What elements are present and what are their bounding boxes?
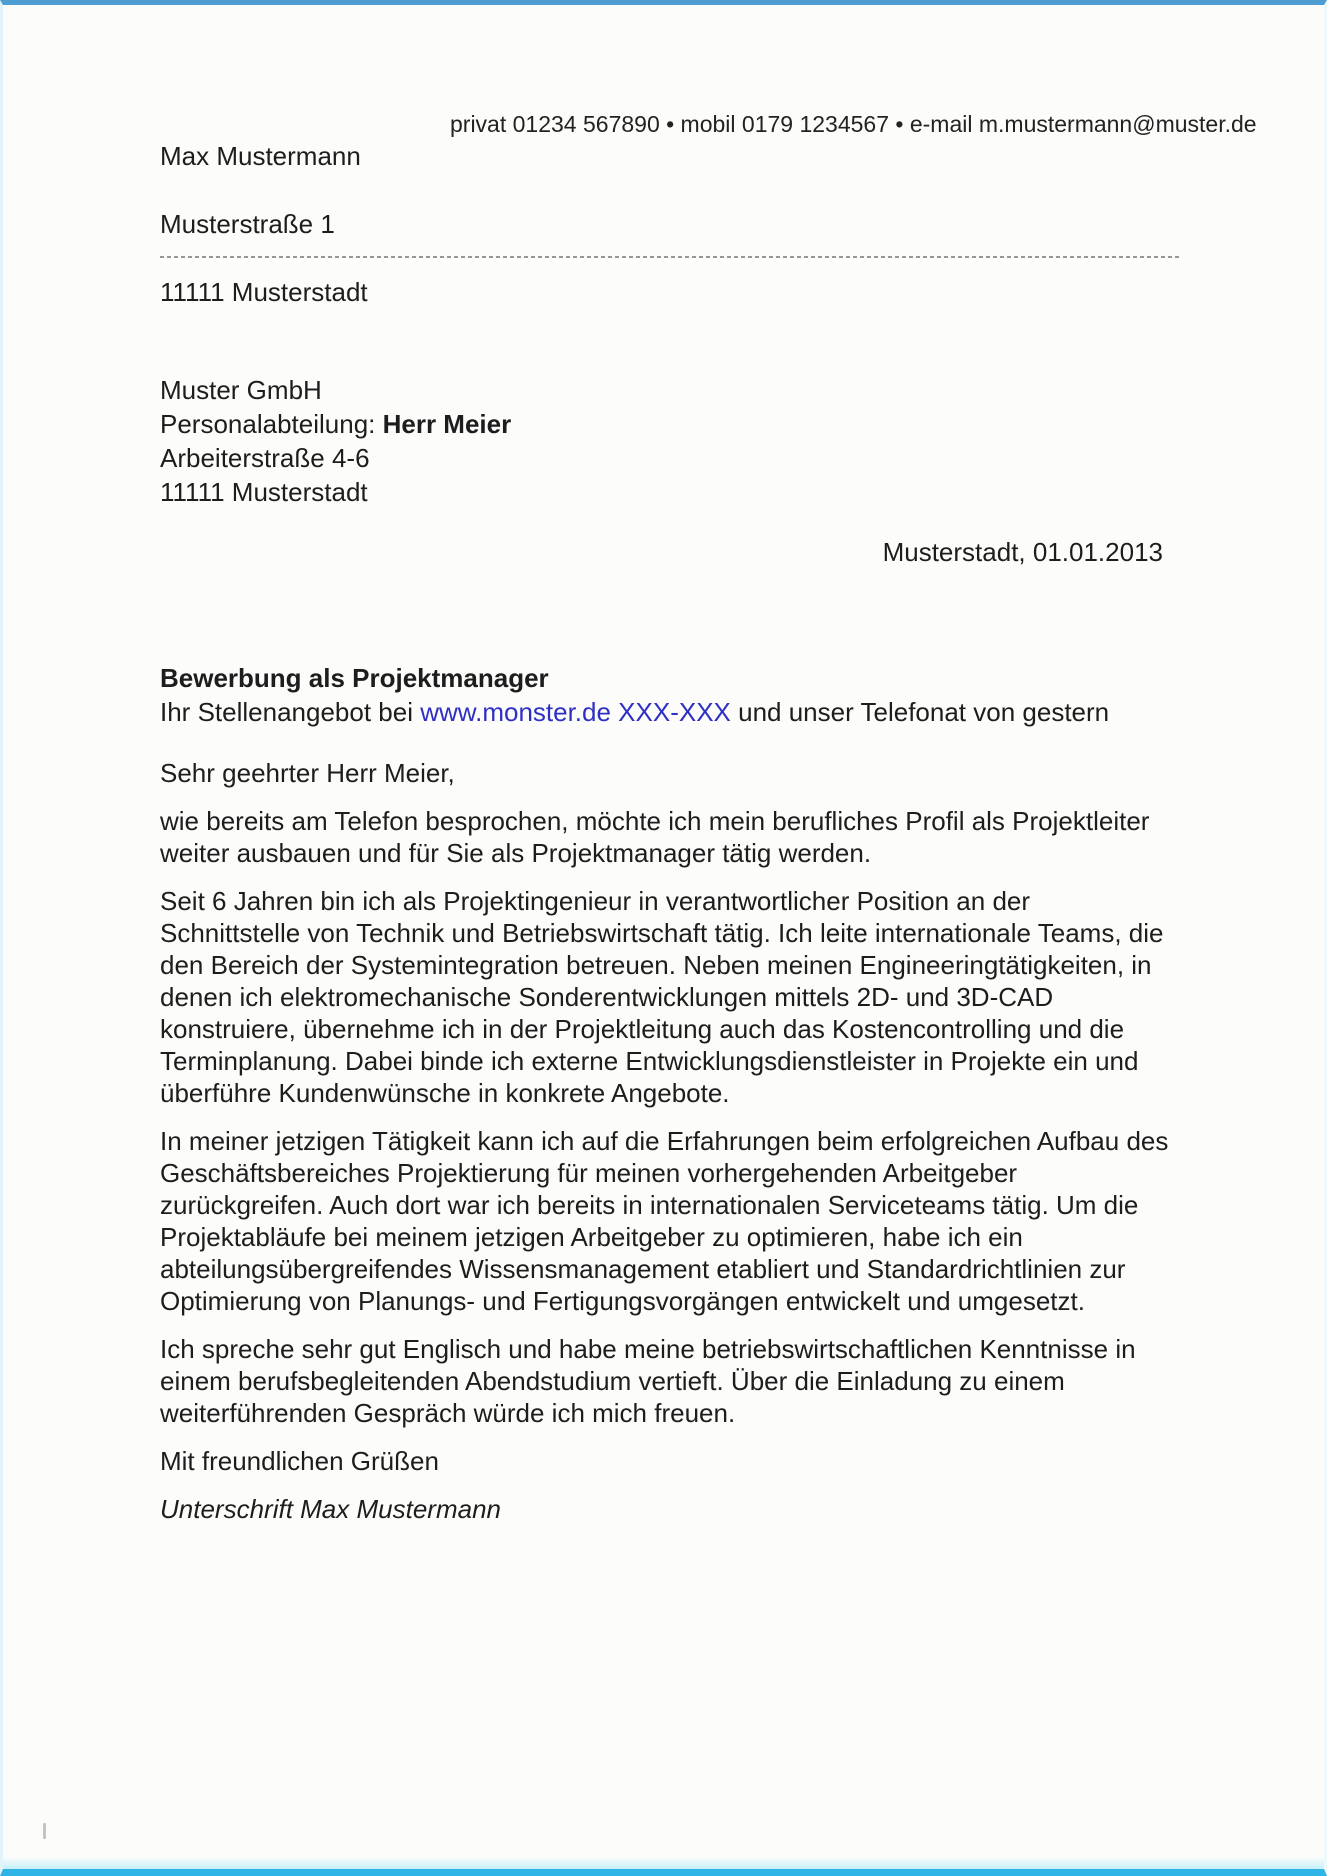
- letter-body: [160, 757, 1175, 1541]
- fold-separator-line: [160, 256, 1180, 258]
- sender-name: Max Mustermann: [160, 141, 361, 171]
- sender-block: [160, 105, 368, 343]
- date-line: Musterstadt, 01.01.2013: [882, 537, 1163, 567]
- body-paragraph-1: wie bereits am Telefon besprochen, möchte ich mein berufliches Profil als Projektleiter weiter ausbauen und für Sie als Projektmanager tätig werden.: [160, 806, 1150, 868]
- recipient-company: Muster GmbH: [160, 375, 322, 405]
- subject-block: [160, 661, 1175, 729]
- recipient-street: Arbeiterstraße 4-6: [160, 443, 370, 473]
- recipient-contact-person: Herr Meier: [382, 409, 512, 439]
- body-paragraph-4: Ich spreche sehr gut Englisch und habe meine betriebswirtschaftlichen Kenntnisse in einem berufsbegleitenden Abendstudium vertieft. Über die Einladung zu einem weiterführenden Gespräch würde ich mich freuen.: [160, 1334, 1136, 1428]
- subject-reference-suffix: und unser Telefonat von gestern: [730, 697, 1110, 727]
- body-paragraph-2: Seit 6 Jahren bin ich als Projektingenieur in verantwortlicher Position an der Schnittstelle von Technik und Betriebswirtschaft tätig. Ich leite internationale Teams, die den Bereich der Systemintegration betreuen. Neben meinen Engineeringtätigkeiten, in denen ich elektromechanische Sonderentwicklungen mittels 2D- und 3D-CAD konstruiere, übernehme ich in der Projektleitung auch das Kostencontrolling und die Terminplanung. Dabei binde ich externe Entwicklungsdienstleister in Projekte ein und überführe Kundenwünsche in konkrete Angebote.: [160, 886, 1164, 1108]
- subject-title: Bewerbung als Projektmanager: [160, 663, 549, 693]
- recipient-block: [160, 373, 511, 509]
- closing-salutation: Mit freundlichen Grüßen: [160, 1446, 439, 1476]
- recipient-department-line: [160, 407, 511, 441]
- recipient-city: 11111 Musterstadt: [160, 477, 368, 507]
- subject-reference-line: [160, 695, 1175, 729]
- recipient-department-label: Personalabteilung:: [160, 409, 383, 439]
- scan-artifact: [43, 1823, 46, 1839]
- sender-city: 11111 Musterstadt: [160, 277, 368, 307]
- body-paragraph-3: In meiner jetzigen Tätigkeit kann ich auf die Erfahrungen beim erfolgreichen Aufbau des Geschäftsbereiches Projektierung für meinen vorhergehenden Arbeitgeber zurückgreifen. Auch dort war ich bereits in internationalen Serviceteams tätig. Um die Projektabläufe bei meinem jetzigen Arbeitgeber zu optimieren, habe ich ein abteilungsübergreifendes Wissensmanagement etabliert und Standardrichtlinien zur Optimierung von Planungs- und Fertigungsvorgängen entwickelt und umgesetzt.: [160, 1126, 1169, 1316]
- sender-contact-line: privat 01234 567890 • mobil 0179 1234567 • e-mail m.mustermann@muster.de: [450, 111, 1257, 137]
- signature-line: Unterschrift Max Mustermann: [160, 1494, 501, 1524]
- job-posting-link[interactable]: www.monster.de XXX-XXX: [420, 697, 731, 727]
- sender-street: Musterstraße 1: [160, 209, 335, 239]
- subject-reference-prefix: Ihr Stellenangebot bei: [160, 697, 421, 727]
- salutation: Sehr geehrter Herr Meier,: [160, 758, 455, 788]
